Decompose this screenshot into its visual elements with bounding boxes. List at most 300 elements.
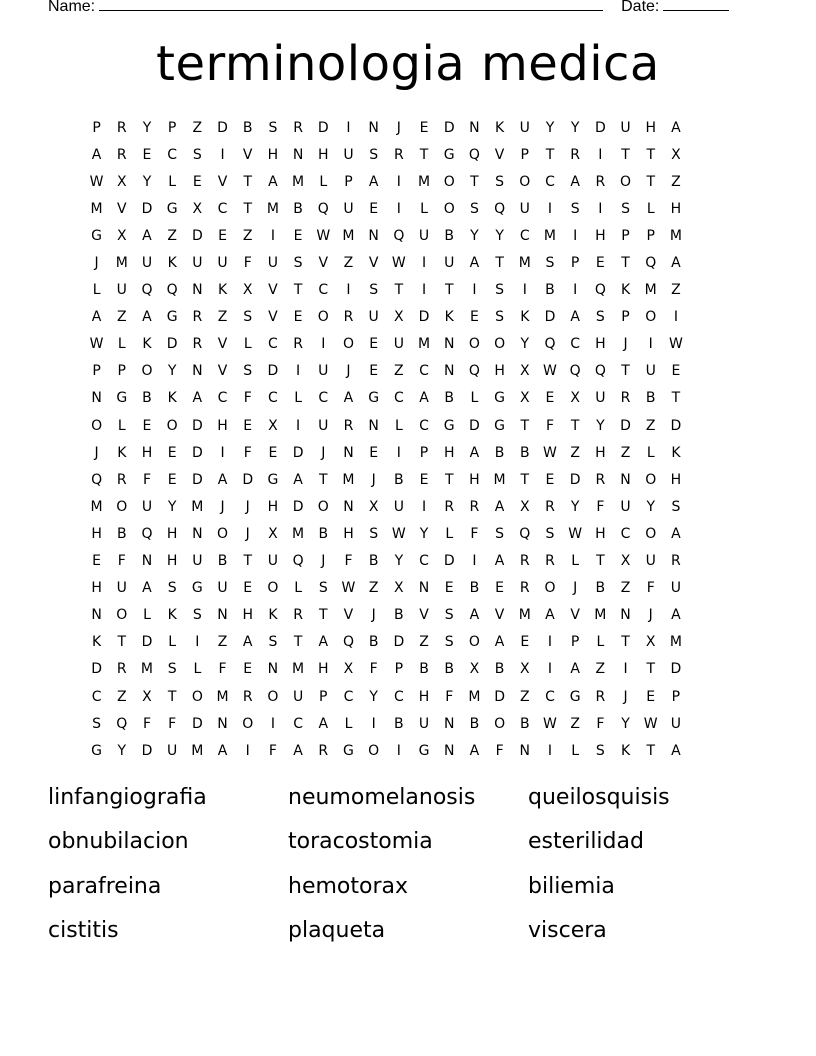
grid-letter: O [217, 525, 229, 542]
grid-letter: Q [91, 471, 103, 488]
grid-row [84, 249, 732, 276]
grid-letter: G [91, 742, 103, 759]
grid-letter: A [671, 607, 681, 624]
word-search-grid [84, 114, 732, 764]
grid-letter: Q [519, 525, 531, 542]
grid-letter: P [570, 634, 580, 651]
grid-letter: Q [116, 715, 128, 732]
grid-letter: U [116, 282, 127, 299]
grid-letter: D [191, 227, 203, 244]
grid-letter: Q [594, 282, 606, 299]
grid-letter: B [394, 471, 404, 488]
grid-letter: U [192, 553, 203, 570]
grid-letter: X [570, 390, 580, 407]
grid-letter: J [245, 525, 250, 542]
grid-letter: F [243, 444, 252, 461]
grid-letter: M [417, 173, 431, 190]
grid-row [84, 683, 732, 710]
grid-letter: R [595, 688, 606, 705]
grid-letter: X [268, 417, 278, 434]
grid-letter: I [220, 146, 225, 163]
grid-letter: O [116, 498, 128, 515]
grid-letter: B [595, 580, 606, 597]
grid-row [84, 304, 732, 331]
grid-letter: K [495, 119, 505, 136]
grid-letter: G [166, 309, 178, 326]
grid-letter: Q [494, 200, 506, 217]
grid-letter: D [594, 119, 606, 136]
grid-letter: E [167, 444, 177, 461]
grid-letter: K [92, 634, 102, 651]
grid-letter: F [168, 715, 177, 732]
grid-letter: A [217, 471, 228, 488]
grid-letter: N [519, 742, 531, 759]
grid-letter: Z [217, 309, 228, 326]
grid-letter: H [217, 417, 228, 434]
grid-letter: E [595, 255, 605, 272]
grid-letter: R [293, 607, 303, 624]
grid-letter: W [391, 255, 406, 272]
grid-letter: H [318, 146, 329, 163]
grid-letter: Q [141, 282, 153, 299]
grid-letter: V [116, 200, 127, 217]
grid-letter: S [369, 146, 379, 163]
grid-letter: C [545, 688, 555, 705]
grid-letter: R [343, 309, 354, 326]
grid-letter: E [268, 444, 278, 461]
grid-letter: G [91, 227, 103, 244]
grid-letter: C [393, 390, 404, 407]
grid-letter: I [296, 417, 301, 434]
grid-letter: L [294, 390, 302, 407]
grid-letter: W [543, 715, 557, 732]
grid-letter: A [419, 390, 429, 407]
grid-letter: B [645, 390, 656, 407]
grid-letter: M [644, 282, 657, 299]
grid-letter: R [242, 688, 253, 705]
grid-letter: H [595, 525, 606, 542]
grid-letter: R [469, 498, 480, 515]
grid-letter: S [595, 309, 605, 326]
grid-letter: U [670, 715, 682, 732]
grid-letter: X [116, 227, 127, 244]
grid-letter: E [419, 471, 429, 488]
grid-letter: R [545, 553, 555, 570]
grid-letter: P [520, 146, 529, 163]
grid-letter: E [369, 336, 379, 353]
grid-letter: U [393, 336, 404, 353]
grid-letter: A [142, 309, 152, 326]
grid-letter: A [343, 390, 354, 407]
grid-letter: L [571, 553, 580, 570]
grid-letter: B [293, 200, 303, 217]
grid-letter: S [495, 282, 505, 299]
grid-letter: B [116, 525, 127, 542]
grid-letter: I [472, 282, 477, 299]
grid-letter: K [142, 336, 152, 353]
grid-row [84, 520, 732, 547]
grid-letter: U [645, 553, 656, 570]
grid-letter: O [544, 580, 556, 597]
grid-letter: W [391, 525, 406, 542]
grid-letter: I [547, 661, 553, 678]
grid-letter: Q [166, 282, 178, 299]
grid-letter: C [419, 363, 429, 380]
grid-letter: A [570, 173, 580, 190]
grid-letter: U [670, 580, 682, 597]
grid-letter: C [343, 688, 354, 705]
grid-letter: H [267, 146, 279, 163]
grid-letter: C [268, 390, 278, 407]
grid-letter: P [621, 227, 630, 244]
grid-letter: D [166, 336, 178, 353]
grid-letter: W [543, 444, 557, 461]
grid-letter: O [443, 173, 455, 190]
word-list-item: linfangiografia [48, 785, 207, 810]
grid-letter: O [368, 742, 380, 759]
grid-letter: Z [394, 363, 404, 380]
grid-letter: M [342, 227, 355, 244]
grid-letter: U [217, 580, 228, 597]
grid-letter: R [318, 742, 329, 759]
grid-letter: Q [594, 363, 606, 380]
grid-letter: E [293, 309, 303, 326]
grid-letter: G [267, 471, 279, 488]
grid-letter: K [620, 282, 631, 299]
grid-letter: T [621, 146, 630, 163]
grid-letter: P [319, 688, 328, 705]
grid-letter: L [319, 173, 328, 190]
grid-row [84, 385, 732, 412]
grid-row [84, 466, 732, 493]
grid-letter: V [268, 309, 278, 326]
grid-letter: M [468, 688, 481, 705]
grid-letter: O [494, 715, 506, 732]
grid-letter: A [494, 498, 505, 515]
grid-letter: E [495, 580, 505, 597]
grid-letter: L [294, 580, 302, 597]
grid-letter: A [368, 173, 379, 190]
word-list-item: neumomelanosis [288, 785, 476, 810]
grid-letter: U [318, 417, 329, 434]
grid-letter: G [116, 390, 128, 407]
grid-letter: K [620, 742, 631, 759]
grid-letter: G [191, 580, 203, 597]
grid-letter: T [243, 173, 252, 190]
grid-letter: P [671, 688, 681, 705]
grid-letter: W [568, 525, 583, 542]
header-line [48, 0, 748, 18]
grid-letter: P [646, 227, 655, 244]
grid-letter: I [598, 200, 603, 217]
grid-letter: R [293, 336, 303, 353]
grid-letter: M [191, 498, 204, 515]
grid-letter: Z [671, 282, 681, 299]
grid-letter: D [670, 661, 682, 678]
grid-letter: E [167, 471, 177, 488]
grid-letter: S [268, 119, 278, 136]
grid-letter: M [493, 471, 506, 488]
grid-letter: M [342, 471, 355, 488]
grid-letter: T [646, 146, 655, 163]
grid-letter: Z [368, 580, 379, 597]
grid-letter: G [166, 200, 178, 217]
grid-letter: W [543, 363, 557, 380]
grid-letter: C [293, 715, 303, 732]
grid-letter: H [91, 525, 102, 542]
grid-letter: D [569, 471, 581, 488]
grid-letter: B [368, 553, 379, 570]
grid-letter: S [570, 200, 580, 217]
grid-letter: B [519, 444, 530, 461]
grid-letter: H [166, 525, 178, 542]
grid-letter: D [191, 715, 203, 732]
grid-letter: F [344, 553, 353, 570]
grid-letter: K [671, 444, 681, 461]
grid-letter: G [368, 390, 380, 407]
grid-letter: L [646, 444, 655, 461]
grid-letter: A [91, 146, 102, 163]
grid-letter: A [469, 444, 480, 461]
grid-letter: I [245, 742, 250, 759]
grid-letter: K [268, 607, 278, 624]
grid-letter: E [419, 119, 429, 136]
grid-letter: L [92, 282, 101, 299]
grid-row [84, 412, 732, 439]
grid-letter: N [443, 742, 455, 759]
grid-letter: X [268, 525, 278, 542]
grid-letter: K [167, 607, 177, 624]
grid-letter: I [547, 200, 553, 217]
grid-letter: U [418, 227, 430, 244]
grid-letter: E [545, 471, 555, 488]
grid-letter: O [317, 498, 329, 515]
grid-letter: A [293, 742, 303, 759]
grid-letter: L [445, 525, 454, 542]
grid-letter: C [419, 553, 429, 570]
grid-letter: H [166, 553, 178, 570]
word-list-item: queilosquisis [528, 785, 670, 810]
word-list [48, 776, 768, 953]
grid-letter: H [141, 444, 153, 461]
grid-letter: Q [645, 255, 657, 272]
grid-letter: F [117, 553, 126, 570]
grid-letter: U [368, 309, 379, 326]
grid-letter: H [418, 688, 430, 705]
grid-row [84, 168, 732, 195]
grid-letter: L [470, 390, 479, 407]
grid-letter: V [217, 173, 228, 190]
grid-letter: Q [393, 227, 405, 244]
grid-letter: A [318, 634, 329, 651]
grid-letter: Z [570, 715, 580, 732]
grid-letter: V [368, 255, 379, 272]
grid-letter: H [242, 607, 253, 624]
grid-letter: I [522, 282, 527, 299]
grid-letter: T [646, 742, 655, 759]
grid-letter: D [469, 417, 480, 434]
grid-letter: I [270, 715, 275, 732]
grid-row [84, 277, 732, 304]
grid-letter: O [443, 200, 455, 217]
grid-letter: M [669, 634, 682, 651]
grid-letter: U [167, 742, 178, 759]
grid-letter: Z [570, 444, 580, 461]
grid-letter: Q [141, 525, 153, 542]
grid-letter: F [495, 742, 504, 759]
name-label: Name: [48, 0, 96, 15]
grid-letter: Z [167, 227, 177, 244]
grid-letter: L [117, 417, 126, 434]
word-list-item: hemotorax [288, 873, 409, 899]
grid-letter: A [469, 607, 480, 624]
grid-letter: H [670, 471, 682, 488]
grid-letter: I [396, 173, 401, 190]
grid-letter: Y [142, 173, 152, 190]
grid-letter: C [419, 417, 429, 434]
grid-letter: N [443, 363, 455, 380]
grid-letter: S [369, 525, 379, 542]
grid-letter: E [646, 688, 656, 705]
grid-letter: S [192, 146, 202, 163]
grid-letter: V [343, 607, 354, 624]
grid-letter: U [141, 498, 153, 515]
grid-letter: R [545, 498, 555, 515]
grid-letter: O [620, 173, 632, 190]
grid-letter: H [595, 336, 606, 353]
grid-letter: N [620, 607, 631, 624]
grid-letter: P [117, 363, 126, 380]
grid-letter: U [343, 200, 354, 217]
grid-letter: O [267, 580, 279, 597]
grid-letter: J [623, 336, 628, 353]
grid-letter: V [419, 607, 429, 624]
grid-letter: P [92, 363, 101, 380]
grid-letter: R [620, 390, 631, 407]
grid-letter: X [368, 498, 379, 515]
grid-letter: Q [569, 363, 581, 380]
grid-letter: G [418, 742, 430, 759]
grid-letter: F [268, 742, 277, 759]
grid-letter: O [494, 336, 506, 353]
grid-letter: D [267, 363, 279, 380]
grid-letter: C [570, 336, 581, 353]
grid-letter: O [645, 309, 657, 326]
grid-letter: X [343, 661, 354, 678]
grid-letter: P [570, 255, 580, 272]
grid-letter: T [444, 282, 454, 299]
grid-letter: X [192, 200, 203, 217]
word-list-item: viscera [528, 917, 607, 943]
grid-letter: U [418, 715, 430, 732]
grid-letter: F [545, 417, 554, 434]
grid-letter: L [596, 634, 605, 651]
grid-letter: O [166, 417, 178, 434]
grid-letter: H [595, 444, 606, 461]
grid-letter: O [141, 363, 153, 380]
page-title: terminologia medica [156, 36, 660, 92]
grid-row [84, 629, 732, 656]
grid-letter: D [443, 553, 455, 570]
grid-letter: B [142, 390, 152, 407]
grid-letter: N [292, 146, 304, 163]
grid-letter: N [368, 119, 379, 136]
word-list-item: esterilidad [528, 829, 644, 855]
grid-letter: I [396, 742, 401, 759]
grid-letter: N [443, 336, 455, 353]
grid-letter: N [217, 607, 228, 624]
grid-letter: S [545, 525, 555, 542]
grid-letter: F [596, 715, 605, 732]
grid-letter: Z [671, 173, 681, 190]
grid-letter: I [421, 255, 427, 272]
grid-letter: M [266, 200, 279, 217]
grid-letter: U [620, 119, 631, 136]
grid-letter: X [242, 282, 253, 299]
grid-letter: A [91, 309, 102, 326]
grid-row [84, 141, 732, 168]
grid-letter: D [620, 417, 631, 434]
grid-letter: I [673, 309, 678, 326]
grid-letter: J [623, 688, 628, 705]
grid-letter: L [193, 661, 202, 678]
grid-letter: U [620, 498, 631, 515]
grid-letter: Y [142, 119, 152, 136]
grid-letter: E [671, 363, 681, 380]
grid-letter: J [648, 607, 653, 624]
grid-letter: H [91, 580, 102, 597]
grid-letter: E [243, 417, 253, 434]
grid-letter: Y [470, 227, 479, 244]
grid-letter: Q [292, 553, 304, 570]
grid-letter: K [167, 390, 177, 407]
grid-letter: L [344, 715, 353, 732]
grid-letter: J [573, 580, 578, 597]
grid-letter: J [371, 471, 376, 488]
grid-letter: A [217, 742, 228, 759]
grid-letter: N [469, 119, 480, 136]
grid-letter: O [91, 417, 103, 434]
grid-letter: Z [519, 688, 530, 705]
grid-letter: D [544, 309, 556, 326]
grid-letter: S [167, 580, 177, 597]
grid-letter: W [643, 715, 658, 732]
grid-letter: D [670, 417, 682, 434]
grid-letter: J [396, 119, 401, 136]
grid-letter: Z [242, 227, 253, 244]
grid-letter: B [242, 119, 253, 136]
grid-letter: M [292, 525, 305, 542]
grid-letter: I [648, 336, 653, 353]
grid-letter: Y [369, 688, 378, 705]
grid-letter: R [116, 119, 127, 136]
grid-letter: O [191, 688, 203, 705]
grid-row [84, 602, 732, 629]
grid-letter: I [573, 282, 578, 299]
grid-letter: M [543, 227, 557, 244]
grid-row [84, 548, 732, 575]
grid-letter: C [519, 227, 530, 244]
grid-letter: L [243, 336, 252, 353]
grid-letter: D [191, 417, 203, 434]
grid-letter: Y [167, 498, 177, 515]
grid-letter: J [94, 255, 99, 272]
grid-letter: Q [468, 363, 480, 380]
grid-letter: N [91, 390, 102, 407]
grid-letter: E [369, 200, 379, 217]
grid-letter: S [495, 173, 505, 190]
grid-letter: Y [596, 417, 605, 434]
